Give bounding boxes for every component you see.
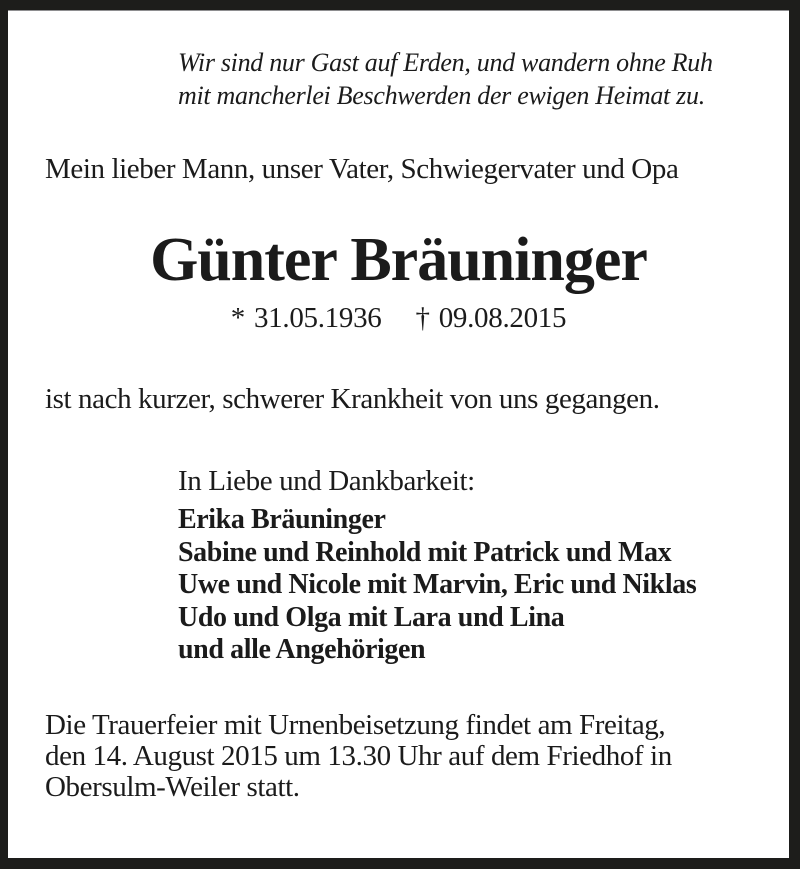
family-member: Sabine und Reinhold mit Patrick und Max <box>178 536 672 568</box>
deceased-name: Günter Bräuninger <box>150 226 647 294</box>
family-member: Udo und Olga mit Lara und Lina <box>178 601 565 633</box>
passing-statement: ist nach kurzer, schwerer Krankheit von uns gegangen. <box>45 383 660 415</box>
death-date: 09.08.2015 <box>438 302 567 334</box>
birth-date: 31.05.1936 <box>253 302 382 334</box>
memorial-verse-line: Wir sind nur Gast auf Erden, und wandern ohne Ruh <box>178 48 713 77</box>
death-cross-symbol: † <box>415 302 430 334</box>
memorial-verse <box>178 46 713 112</box>
intro-line: Mein lieber Mann, unser Vater, Schwiegervater und Opa <box>45 153 679 185</box>
notice-sheet <box>8 10 789 858</box>
memorial-verse-line: mit mancherlei Beschwerden der ewigen Heimat zu. <box>178 81 705 110</box>
funeral-details <box>45 710 672 803</box>
farewell-heading: In Liebe und Dankbarkeit: <box>178 465 475 497</box>
death-date-group <box>416 302 567 334</box>
life-dates <box>8 302 789 335</box>
family-member: Uwe und Nicole mit Marvin, Eric und Niklas <box>178 569 697 600</box>
top-divider-line <box>8 10 789 11</box>
birth-date-group <box>231 302 382 334</box>
family-list <box>178 504 696 667</box>
funeral-details-line: Obersulm-Weiler statt. <box>45 771 300 803</box>
birth-star-symbol: * <box>230 302 245 334</box>
family-member: und alle Angehörigen <box>178 634 426 665</box>
funeral-details-line: den 14. August 2015 um 13.30 Uhr auf dem Friedhof in <box>45 740 672 772</box>
family-member: Erika Bräuninger <box>178 504 386 535</box>
funeral-details-line: Die Trauerfeier mit Urnenbeisetzung findet am Freitag, <box>45 709 666 741</box>
